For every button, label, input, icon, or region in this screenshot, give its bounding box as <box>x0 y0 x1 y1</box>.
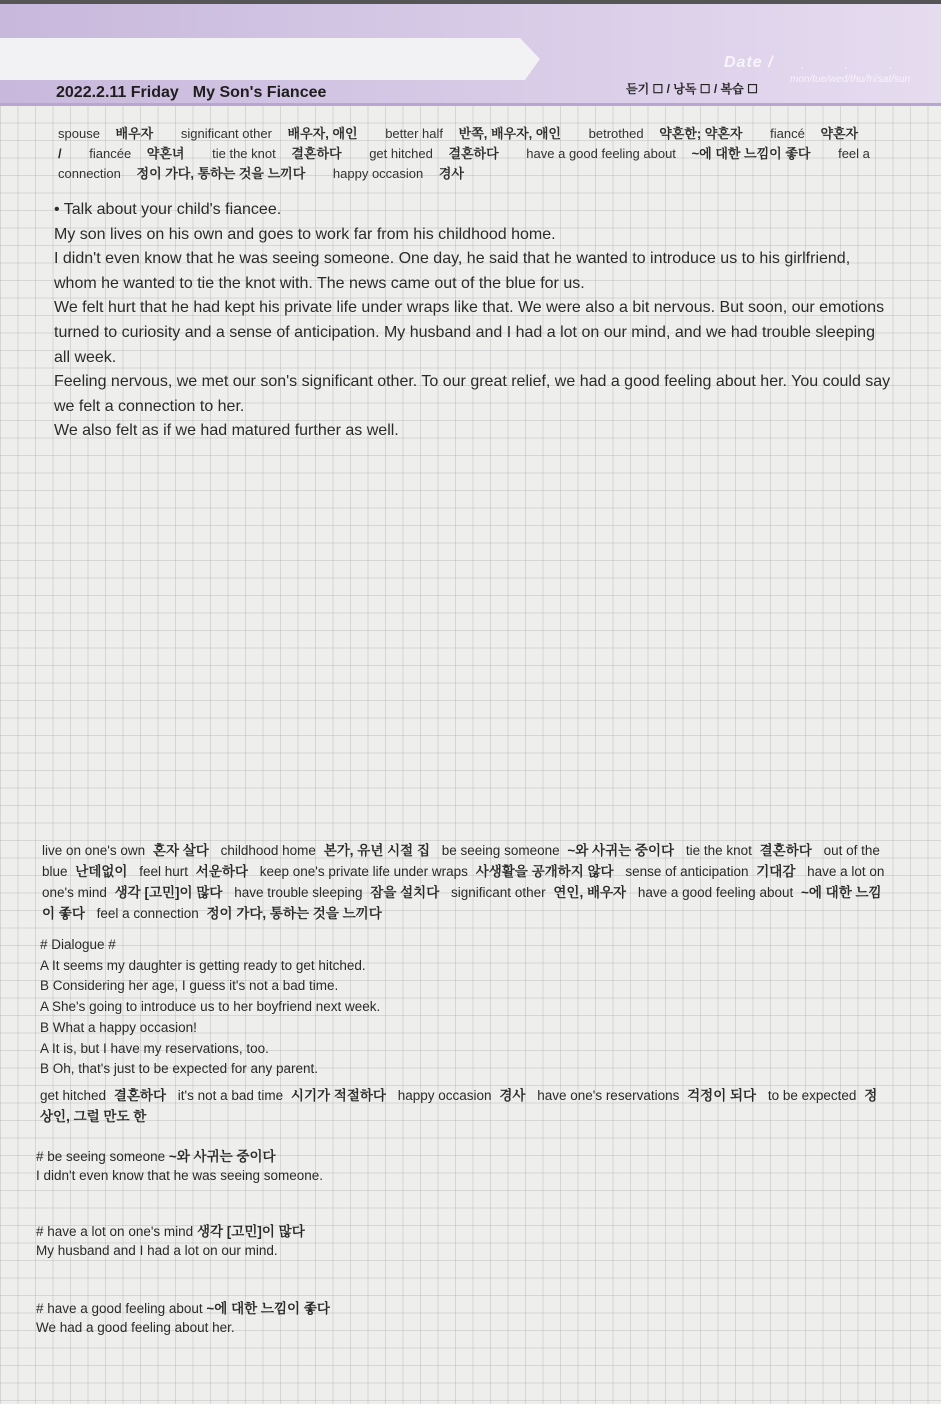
vocab-item: have a good feeling about ~에 대한 느낌이 좋다 <box>526 146 811 161</box>
title-ribbon <box>0 38 540 80</box>
expression-summary <box>42 840 887 924</box>
vocab-item: spouse 배우자 <box>58 126 154 141</box>
example-block <box>36 1147 323 1185</box>
entry-heading <box>56 84 326 102</box>
summary-item: out of the blue 난데없이 <box>42 843 880 879</box>
summary-item: feel a connection 정이 가다, 통하는 것을 느끼다 <box>96 906 382 921</box>
dialogue-line: B What a happy occasion! <box>40 1019 197 1035</box>
summary-item: tie the knot 결혼하다 <box>685 843 812 858</box>
story-paragraph: I didn't even know that he was seeing someone. One day, he said that he wanted to introduce us to his girlfriend, whom he wanted to tie the knot with. The news came out of the blue for us. <box>54 250 851 292</box>
dialogue-line: B Oh, that's just to be expected for any parent. <box>40 1061 318 1077</box>
dialogue-line: A She's going to introduce us to her boyfriend next week. <box>40 999 381 1015</box>
date-dots: ··· <box>800 60 932 74</box>
example-heading: # be seeing someone ~와 사귀는 중이다 <box>36 1149 276 1164</box>
story-paragraph: We also felt as if we had matured further as well. <box>54 422 399 440</box>
dialogue-vocab-item: it's not a bad time 시기가 적절하다 <box>177 1087 386 1103</box>
vocab-item: happy occasion 경사 <box>332 166 464 181</box>
example-block <box>36 1222 305 1260</box>
story-text <box>54 198 894 444</box>
summary-item: feel hurt 서운하다 <box>139 864 248 879</box>
dialogue-vocab-item: get hitched 결혼하다 <box>40 1087 166 1103</box>
vocab-item: fiancé 약혼자 / <box>58 126 859 161</box>
summary-item: have trouble sleeping 잠을 설치다 <box>234 885 440 900</box>
summary-item: significant other 연인, 배우자 <box>451 885 627 900</box>
summary-item: live on one's own 혼자 살다 <box>42 843 209 858</box>
dialogue-section <box>40 935 890 1127</box>
dialogue-title: # Dialogue # <box>40 937 116 952</box>
summary-item: have a lot on one's mind 생각 [고민]이 많다 <box>42 864 885 900</box>
dialogue-vocab-item: have one's reservations 걱정이 되다 <box>537 1087 757 1103</box>
vocab-item: feel a connection 정이 가다, 통하는 것을 느끼다 <box>58 146 870 181</box>
entry-date: 2022.2.11 Friday <box>56 84 179 101</box>
summary-item: have a good feeling about ~에 대한 느낌이 좋다 <box>42 885 882 921</box>
example-block <box>36 1299 330 1337</box>
dialogue-vocab-item: to be expected 정상인, 그럴 만도 한 <box>40 1087 878 1124</box>
story-prompt: • Talk about your child's fiancee. <box>54 201 282 218</box>
example-heading: # have a good feeling about ~에 대한 느낌이 좋다 <box>36 1301 330 1316</box>
dialogue-vocab <box>40 1086 890 1127</box>
dialogue-vocab-item: happy occasion 경사 <box>397 1087 526 1103</box>
dialogue-line: B Considering her age, I guess it's not a bad time. <box>40 978 339 994</box>
summary-item: sense of anticipation 기대감 <box>625 864 796 879</box>
entry-title: My Son's Fiancee <box>192 84 327 101</box>
vocab-item: betrothed 약혼한; 약혼자 <box>588 126 743 141</box>
header-divider <box>0 103 941 106</box>
weekday-row: mon/tue/wed/thu/fri/sat/sun <box>790 74 911 85</box>
story-paragraph: We felt hurt that he had kept his private life under wraps like that. We were also a bit nervous. But soon, our emotions turned to curiosity and a sense of anticipation. My husband and I had a lot on our mind, and we had trouble sleeping all week. <box>54 299 885 366</box>
vocab-list <box>58 124 878 184</box>
summary-item: be seeing someone ~와 사귀는 중이다 <box>441 843 675 858</box>
vocab-item: better half 반쪽, 배우자, 애인 <box>385 126 561 141</box>
vocab-item: significant other 배우자, 애인 <box>180 126 358 141</box>
vocab-item: get hitched 결혼하다 <box>369 146 499 161</box>
dialogue-line: A It seems my daughter is getting ready to get hitched. <box>40 957 366 973</box>
example-heading: # have a lot on one's mind 생각 [고민]이 많다 <box>36 1224 305 1239</box>
dialogue-line: A It is, but I have my reservations, too. <box>40 1040 269 1056</box>
vocab-item: fiancée 약혼녀 <box>89 146 185 161</box>
story-paragraph: My son lives on his own and goes to work far from his childhood home. <box>54 225 556 243</box>
study-checkboxes[interactable]: 듣기 ☐ / 낭독 ☐ / 복습 ☐ <box>626 82 758 96</box>
example-sentence: We had a good feeling about her. <box>36 1320 235 1335</box>
story-paragraph: Feeling nervous, we met our son's significant other. To our great relief, we had a good feeling about her. You could say we felt a connection to her. <box>54 373 891 415</box>
summary-item: childhood home 본가, 유년 시절 집 <box>220 843 430 858</box>
date-label: Date / <box>724 54 774 71</box>
example-sentence: My husband and I had a lot on our mind. <box>36 1243 278 1258</box>
summary-item: keep one's private life under wraps 사생활을 공개하지 않다 <box>259 864 614 879</box>
vocab-item: tie the knot 결혼하다 <box>212 146 342 161</box>
example-sentence: I didn't even know that he was seeing someone. <box>36 1168 324 1183</box>
